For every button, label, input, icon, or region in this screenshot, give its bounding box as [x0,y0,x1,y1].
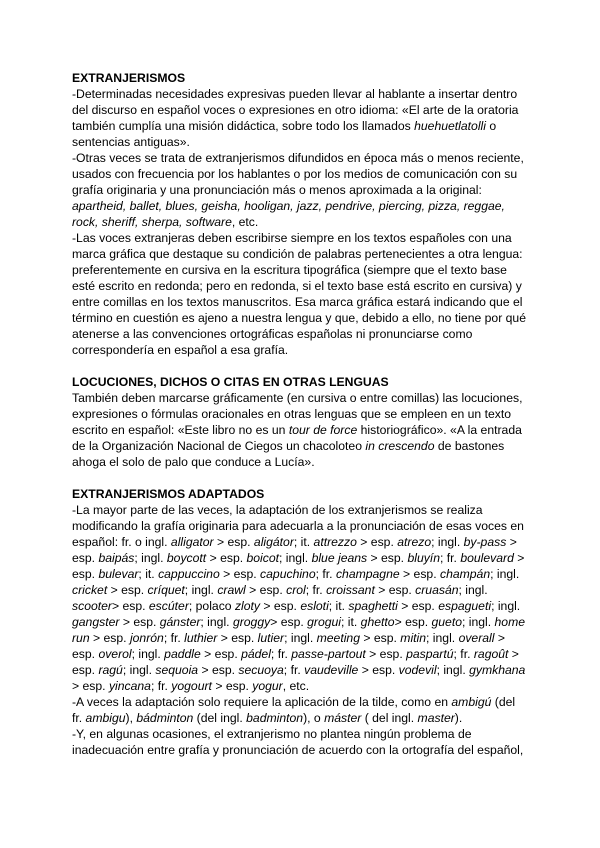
text-run: > esp. [119,615,160,629]
text-run: ; ingl. [436,663,470,677]
italic-term: sequoia [155,663,199,677]
text-run: ; polaco [188,599,235,613]
text-run: -Y, en algunas ocasiones, el extranjerismo no plantea ningún problema de inadecuación entre grafía y pronunciación de acuerdo con la ortografía del español, [72,727,524,757]
text-run: > esp. [260,599,301,613]
italic-term: croissant [326,583,375,597]
text-run: ; fr. [283,663,305,677]
text-run: > esp. [111,599,149,613]
text-run: > esp. [72,647,519,677]
text-run: ; ingl. [462,615,495,629]
italic-term: boicot [246,551,280,565]
text-run: ). [454,711,463,725]
italic-term: cricket [72,583,108,597]
text-run: ; fr. [439,551,461,565]
text-run: También deben marcarse gráficamente (en cursiva o entre comillas) las locuciones, expresiones o fórmulas oracionales en otras lenguas que se empleen en un texto escrito en español: «Este libro no es un [72,391,523,437]
text-run: > esp. [359,631,401,645]
italic-term: boycott [166,551,207,565]
italic-term: crawl [217,583,246,597]
text-run: ; ingl. [491,599,521,613]
italic-term: blue jeans [311,551,368,565]
italic-term: gánster [159,615,201,629]
text-run: ; fr. [163,631,185,645]
text-run: > esp. [72,535,517,565]
italic-term: ghetto [360,615,395,629]
italic-term: yincana [108,679,151,693]
italic-term: paddle [164,647,201,661]
italic-term: pádel [241,647,271,661]
text-run: ; ingl. [490,567,520,581]
text-run: > esp. [367,551,408,565]
italic-term: apartheid, ballet, blues, geisha, hooligan, jazz, pendrive, piercing, pizza, reggae, rock, sheriff, sherpa, software [72,199,505,229]
paragraph [72,502,528,694]
italic-term: escúter [148,599,189,613]
italic-term: gangster [72,615,120,629]
text-run: > esp. [198,663,239,677]
text-run: > esp. [200,647,242,661]
paragraph [72,726,528,758]
italic-term: ambigú [451,695,492,709]
text-run: > esp. [374,583,416,597]
text-run: ; ingl. [200,615,233,629]
italic-term: overall [458,631,495,645]
italic-term: huehuetlatolli [414,119,486,133]
text-run: -Determinadas necesidades expresivas pueden llevar al hablante a insertar dentro del discurso en español voces o expresiones en otro idioma: «El arte de la oratoria también cumplía una misión didáctica, sobre todo los llamados [72,87,519,133]
text-run: -Las voces extranjeras deben escribirse siempre en los textos españoles con una marca gráfica que destaque su condición de palabras pertenecientes a otra lengua: preferentemente en cursiva en la escritura tipográfica (siempre que el texto base esté escrito en redonda; pero en redonda, si el texto base está escrito en cursiva) y entre comillas en los textos manuscritos. Esa marca gráfica estará indicando que el término en cuestión es ajeno a nuestra lengua y que, debido a ello, no tiene por qué atenerse a las convenciones ortográficas españolas ni pronunciarse como correspondería en español a esa grafía. [72,231,526,357]
text-run: ; ingl. [184,583,218,597]
text-run: > esp. [219,567,261,581]
text-run: de bastones ahoga el solo de palo que conduce a Lucía». [72,439,505,469]
text-run: ; it. [341,615,361,629]
italic-term: capuchino [260,567,316,581]
paragraph [72,86,528,150]
italic-term: boulevard [460,551,514,565]
text-run: > esp. [72,631,505,661]
text-run: ; ingl. [131,647,165,661]
italic-term: vodevil [398,663,437,677]
text-run: ; fr. [150,679,172,693]
italic-term: aligátor [253,535,294,549]
italic-term: baipás [98,551,135,565]
text-run: > esp. [107,583,148,597]
italic-term: champán [439,567,491,581]
italic-term: jonrón [129,631,164,645]
italic-term: secuoya [238,663,284,677]
italic-term: lutier [257,631,285,645]
italic-term: cruasán [415,583,459,597]
text-run: ; fr. [270,647,292,661]
text-run: > esp. [399,567,440,581]
text-run: ; ingl. [431,535,464,549]
italic-term: vaudeville [304,663,359,677]
text-run: ; fr. [305,583,327,597]
text-run: , etc. [231,215,259,229]
italic-term: bluyín [407,551,440,565]
text-run: -A veces la adaptación solo requiere la aplicación de la tilde, como en [72,695,452,709]
italic-term: gymkhana [469,663,526,677]
text-run: o sentencias antiguas». [72,119,497,149]
text-run: > esp. [397,599,439,613]
italic-term: luthier [184,631,218,645]
italic-term: espagueti [438,599,492,613]
text-run: -Otras veces se trata de extranjerismos difundidos en época más o menos reciente, usados con frecuencia por los hablantes o por los medios de comunicación con su grafía originaria y una pronunciación más o menos aproximada a la original: [72,151,524,197]
text-run: historiográfico». «A la entrada de la Organización Nacional de Ciegos un chacoloteo [72,423,522,453]
text-run: ), o [303,711,325,725]
italic-term: crol [286,583,306,597]
italic-term: críquet [147,583,185,597]
text-run: ; ingl. [122,663,156,677]
text-run: ), [125,711,137,725]
text-run: ; it. [138,567,159,581]
text-run: ; ingl. [134,551,167,565]
text-run: > esp. [217,631,258,645]
italic-term: groggy [232,615,271,629]
text-run: > esp. [89,631,130,645]
section-extranjerismos [72,70,528,358]
text-run: > esp. [211,679,253,693]
text-run: ( del ingl. [361,711,418,725]
italic-term: scooter [72,599,112,613]
text-run: (del fr. [72,695,516,725]
text-run: ; fr. [453,647,474,661]
italic-term: by-pass [463,535,507,549]
text-run: , etc. [282,679,310,693]
italic-term: paspartú [406,647,454,661]
paragraph [72,390,528,470]
text-run: ; ingl. [284,631,317,645]
italic-term: gueto [431,615,462,629]
section-title: LOCUCIONES, DICHOS O CITAS EN OTRAS LENGUAS [72,375,389,389]
text-run: > esp. [394,615,432,629]
italic-term: spaghetti [348,599,398,613]
italic-term: grogui [307,615,342,629]
italic-term: cappuccino [158,567,220,581]
italic-term: zloty [234,599,261,613]
section-title: EXTRANJERISMOS ADAPTADOS [72,487,265,501]
italic-term: ragú [98,663,123,677]
italic-term: esloti [300,599,329,613]
paragraph [72,150,528,230]
text-run: > esp. [356,535,398,549]
italic-term: mitin [400,631,427,645]
italic-term: bulevar [98,567,139,581]
text-run: > esp. [365,647,407,661]
text-run: > esp. [72,551,525,581]
section-title: EXTRANJERISMOS [72,71,186,85]
italic-term: ambigu [85,711,126,725]
section-locuciones [72,374,528,470]
text-run: ; it. [293,535,314,549]
italic-term: bádminton [136,711,194,725]
italic-term: atrezo [397,535,432,549]
italic-term: máster [324,711,362,725]
italic-term: in crescendo [365,439,435,453]
italic-term: master [417,711,455,725]
text-run: > esp. [270,615,308,629]
italic-term: ragoût [473,647,509,661]
italic-term: yogourt [171,679,212,693]
italic-term: overol [98,647,132,661]
paragraph [72,230,528,358]
text-run: ; it. [328,599,349,613]
section-extranjerismos-adaptados [72,486,528,758]
text-run: > esp. [72,679,109,693]
text-run: ; fr. [315,567,336,581]
italic-term: yogur [252,679,283,693]
italic-term: home run [72,615,526,645]
text-run: ; ingl. [426,631,459,645]
italic-term: champagne [335,567,400,581]
text-run: (del ingl. [193,711,247,725]
italic-term: attrezzo [313,535,357,549]
text-run: > esp. [206,551,247,565]
text-run: > esp. [245,583,287,597]
text-run: > esp. [213,535,254,549]
italic-term: badminton [246,711,304,725]
paragraph [72,694,528,726]
italic-term: meeting [316,631,360,645]
italic-term: tour de force [288,423,358,437]
text-run: > esp. [358,663,399,677]
text-run: ; ingl. [458,583,488,597]
text-run: ; ingl. [279,551,312,565]
italic-term: alligator [170,535,214,549]
text-run: -La mayor parte de las veces, la adaptación de los extranjerismos se realiza modificando la grafía originaria para adecuarla a la pronunciación de esas voces en español: fr. o ingl. [72,503,524,549]
italic-term: passe-partout [291,647,366,661]
document-page [72,70,528,758]
